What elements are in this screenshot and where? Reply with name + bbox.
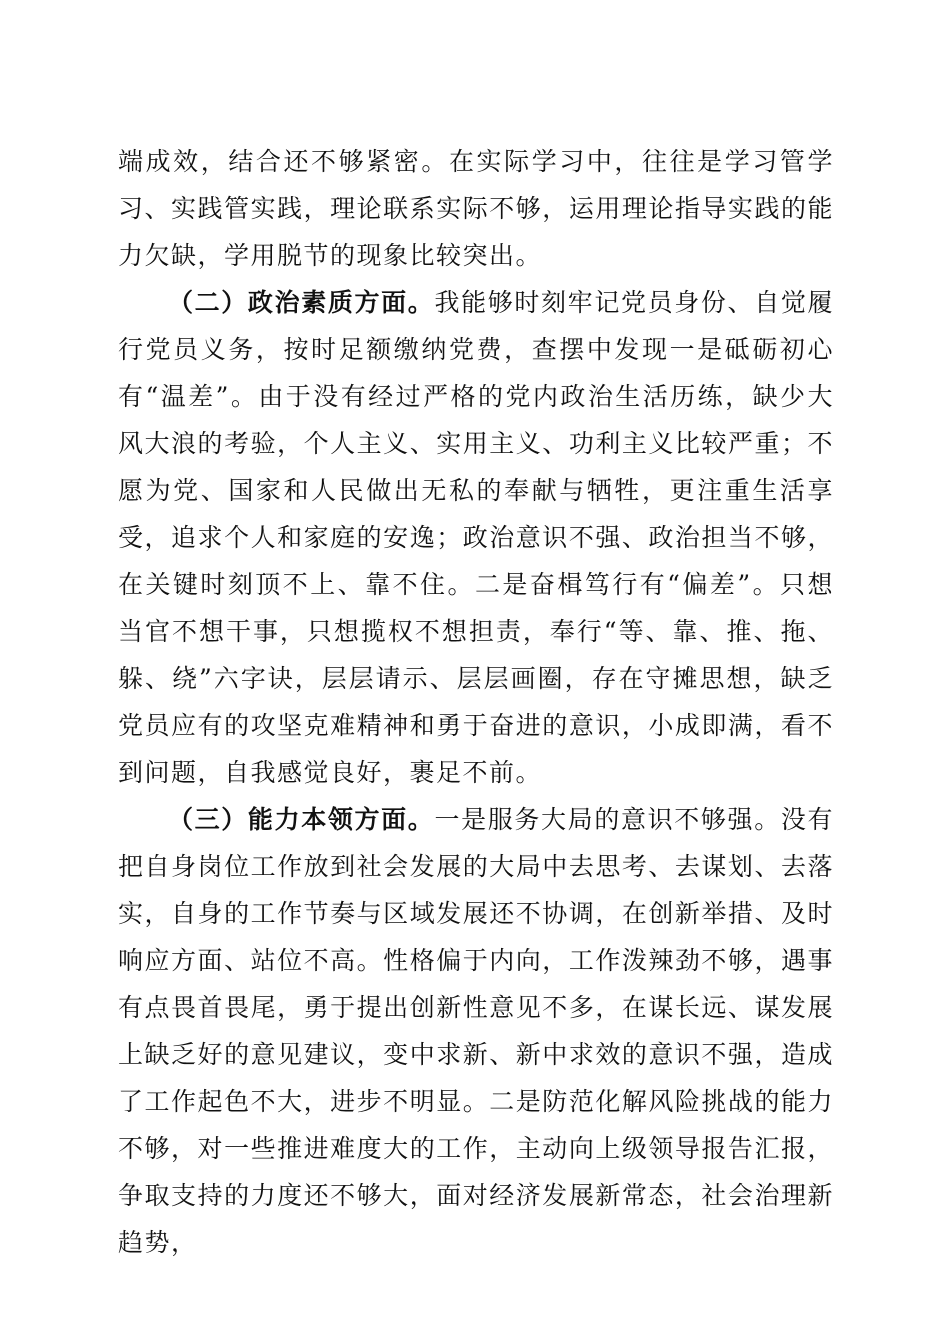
paragraph-continuation	[118, 138, 834, 279]
section-heading: （三）能力本领方面。	[168, 805, 435, 834]
section-heading: （二）政治素质方面。	[168, 288, 435, 317]
paragraph-political-quality	[118, 279, 834, 796]
paragraph-ability	[118, 796, 834, 1266]
paragraph-text: 我能够时刻牢记党员身份、自觉履行党员义务，按时足额缴纳党费，查摆中发现一是砥砺初心有“温差”。由于没有经过严格的党内政治生活历练，缺少大风大浪的考验，个人主义、实用主义、功利主义比较严重；不愿为党、国家和人民做出无私的奉献与牺牲，更注重生活享受，追求个人和家庭的安逸；政治意识不强、政治担当不够，在关键时刻顶不上、靠不住。二是奋楫笃行有“偏差”。只想当官不想干事，只想揽权不想担责，奉行“等、靠、推、拖、躲、绕”六字诀，层层请示、层层画圈，存在守摊思想，缺乏党员应有的攻坚克难精神和勇于奋进的意识，小成即满，看不到问题，自我感觉良好，裹足不前。	[118, 288, 834, 787]
paragraph-text: 一是服务大局的意识不够强。没有把自身岗位工作放到社会发展的大局中去思考、去谋划、去落实，自身的工作节奏与区域发展还不协调，在创新举措、及时响应方面、站位不高。性格偏于内向，工作泼辣劲不够，遇事有点畏首畏尾，勇于提出创新性意见不多，在谋长远、谋发展上缺乏好的意见建议，变中求新、新中求效的意识不强，造成了工作起色不大，进步不明显。二是防范化解风险挑战的能力不够，对一些推进难度大的工作，主动向上级领导报告汇报，争取支持的力度还不够大，面对经济发展新常态，社会治理新趋势，	[118, 805, 834, 1257]
paragraph-text: 端成效，结合还不够紧密。在实际学习中，往往是学习管学习、实践管实践，理论联系实际不够，运用理论指导实践的能力欠缺，学用脱节的现象比较突出。	[118, 147, 834, 270]
document-body	[118, 138, 834, 1266]
